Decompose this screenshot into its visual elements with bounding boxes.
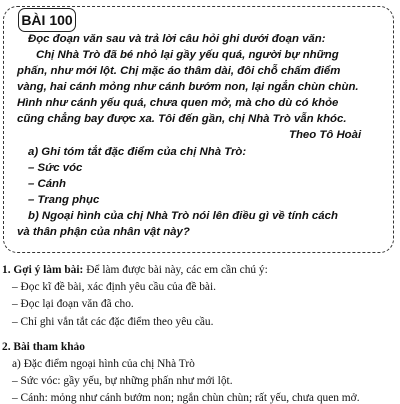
guide-step: – Chỉ ghi vắn tắt các đặc điểm theo yêu cầu. xyxy=(12,316,214,328)
reference-line: – Sức vóc: gầy yếu, bự những phấn như mới lột. xyxy=(12,375,233,387)
reference-sub-a: a) Đặc điểm ngoại hình của chị Nhà Trò xyxy=(12,358,195,370)
guide-step: – Đọc kĩ đề bài, xác định yêu cầu của đề bài. xyxy=(12,281,217,293)
passage-line: vàng, hai cánh mỏng như cánh bướm non, lại ngắn chùn chùn. xyxy=(17,81,359,93)
item-a: – Cánh xyxy=(28,178,66,190)
passage-line: phấn, như mới lột. Chị mặc áo thâm dài, đôi chỗ chấm điểm xyxy=(17,65,341,77)
question-b: và thân phận của nhân vật này? xyxy=(17,226,190,238)
reference-heading: 2. Bài tham khảo xyxy=(2,341,85,353)
passage-line: Hình như cánh yếu quá, chưa quen mở, mà cho dù có khỏe xyxy=(17,97,339,109)
exercise-title: BÀI 100 xyxy=(18,8,76,32)
attribution: Theo Tô Hoài xyxy=(289,129,362,141)
reference-line: – Cánh: mỏng như cánh bướm non; ngắn chùn chùn; rất yếu, chưa quen mở. xyxy=(12,392,360,404)
item-a: – Sức vóc xyxy=(28,162,83,174)
instruction: Đọc đoạn văn sau và trả lời câu hỏi ghi dưới đoạn văn: xyxy=(28,33,326,45)
passage-line: Chị Nhà Trò đã bé nhỏ lại gầy yếu quá, người bự những xyxy=(36,49,339,61)
guide-heading: 1. Gợi ý làm bài: Để làm được bài này, các em cần chú ý: xyxy=(2,264,268,276)
passage-line: cũng chẳng bay được xa. Tôi đến gần, chị Nhà Trò vẫn khóc. xyxy=(17,113,347,125)
item-a: – Trang phục xyxy=(28,194,100,206)
question-b: b) Ngoại hình của chị Nhà Trò nói lên điều gì về tính cách xyxy=(28,210,338,222)
question-a: a) Ghi tóm tắt đặc điểm của chị Nhà Trò: xyxy=(28,146,247,158)
guide-step: – Đọc lại đoạn văn đã cho. xyxy=(12,298,134,310)
